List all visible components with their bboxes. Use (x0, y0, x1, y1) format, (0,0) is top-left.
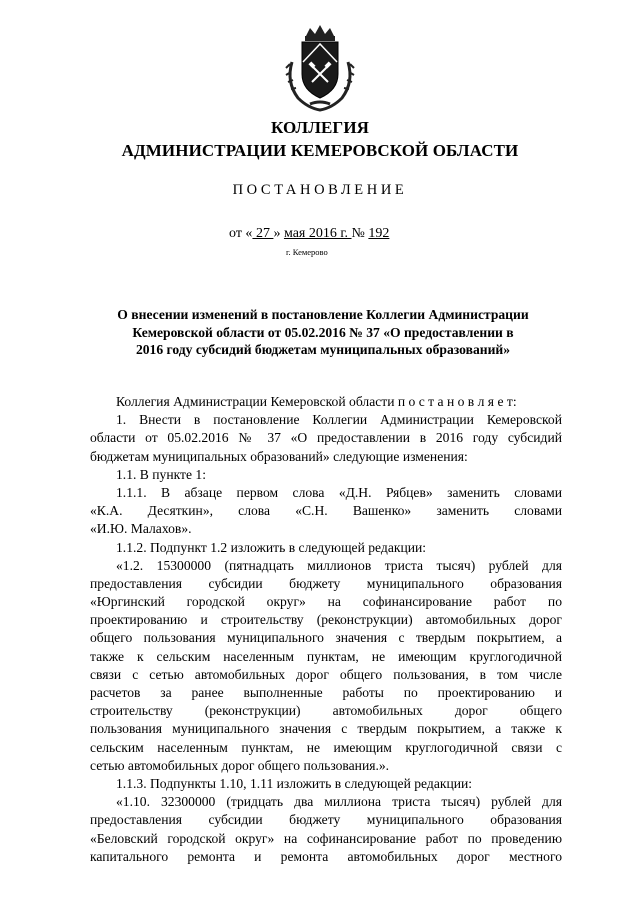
coat-of-arms-emblem (282, 22, 358, 112)
date-day: 27 (252, 226, 274, 241)
org-name-line-2: АДМИНИСТРАЦИИ КЕМЕРОВСКОЙ ОБЛАСТИ (121, 141, 519, 160)
date-prefix: от « (229, 226, 253, 241)
org-name-line-1: КОЛЛЕГИЯ (270, 118, 370, 137)
body-line: 1.1.3. Подпункты 1.10, 1.11 изложить в следующей редакции: (116, 775, 473, 791)
body-line: предоставления субсидии бюджету муниципального образования (90, 812, 562, 828)
document-title (88, 306, 558, 359)
body-line: «И.Ю. Малахов». (90, 521, 192, 537)
body-line: капитального ремонта и ремонта автомобильных дорог местного (90, 848, 562, 864)
body-line: «Беловский городской округ» на софинансирование работ по проведению (90, 830, 562, 846)
body-line: проектированию и строительству (реконструкции) автомобильных дорог (90, 612, 562, 628)
body-line: 1.1.2. Подпункт 1.2 изложить в следующей редакции: (116, 539, 427, 555)
date-mid: » (273, 226, 284, 241)
body-line: строительству (реконструкции) автомобильных дорог общего (90, 703, 562, 719)
title-line: Кемеровской области от 05.02.2016 № 37 «О предоставлении в (132, 324, 514, 340)
body-line: связи с сетью автомобильных дорог общего пользования, в том числе (90, 666, 562, 682)
title-line: О внесении изменений в постановление Коллегии Администрации (117, 307, 529, 322)
body-line: области от 05.02.2016 № 37 «О предоставлении в 2016 году субсидий (90, 430, 562, 446)
body-line: предоставления субсидии бюджету муниципального образования (90, 575, 562, 591)
body-line: расчетов за ранее выполненные работы по проектированию и (90, 685, 562, 700)
body-line: также к сельским населенным пунктам, не имеющим круглогодичной (90, 648, 562, 664)
body-line: бюджетам муниципальных образований» следующие изменения: (90, 448, 468, 464)
body-line: «Юргинский городской округ» на софинансирование работ по (90, 594, 562, 610)
body-line: 1.1. В пункте 1: (116, 466, 206, 482)
body-line: «К.А. Десяткин», слова «С.Н. Вашенко» заменить словами (90, 503, 562, 519)
document-type: ПОСТАНОВЛЕНИЕ (232, 182, 408, 198)
document-body (90, 393, 562, 866)
city-label: г. Кемерово (286, 247, 328, 257)
title-line: 2016 году субсидий бюджетам муниципальных образований» (135, 342, 511, 357)
document-number: 192 (368, 226, 390, 241)
body-line: пользования муниципального значения с твердым покрытием, а также к (90, 721, 562, 737)
body-line: общего пользования муниципального значения с твердым покрытием, а (90, 630, 562, 646)
document-date-line (229, 226, 389, 242)
body-line: сельским населенным пунктам, не имеющим круглогодичной связи с (90, 739, 562, 755)
number-sign: № (351, 226, 369, 241)
body-line: 1. Внести в постановление Коллегии Администрации Кемеровской (116, 412, 562, 428)
body-line: сетью автомобильных дорог общего пользования.». (90, 757, 390, 773)
body-line: Коллегия Администрации Кемеровской области п о с т а н о в л я е т: (116, 394, 517, 409)
body-line: «1.10. 32300000 (тридцать два миллиона триста тысяч) рублей для (116, 794, 562, 810)
body-line: 1.1.1. В абзаце первом слова «Д.Н. Рябцев» заменить словами (116, 484, 562, 500)
body-line: «1.2. 15300000 (пятнадцать миллионов триста тысяч) рублей для (116, 557, 562, 573)
date-month-year: мая 2016 г. (283, 226, 352, 241)
